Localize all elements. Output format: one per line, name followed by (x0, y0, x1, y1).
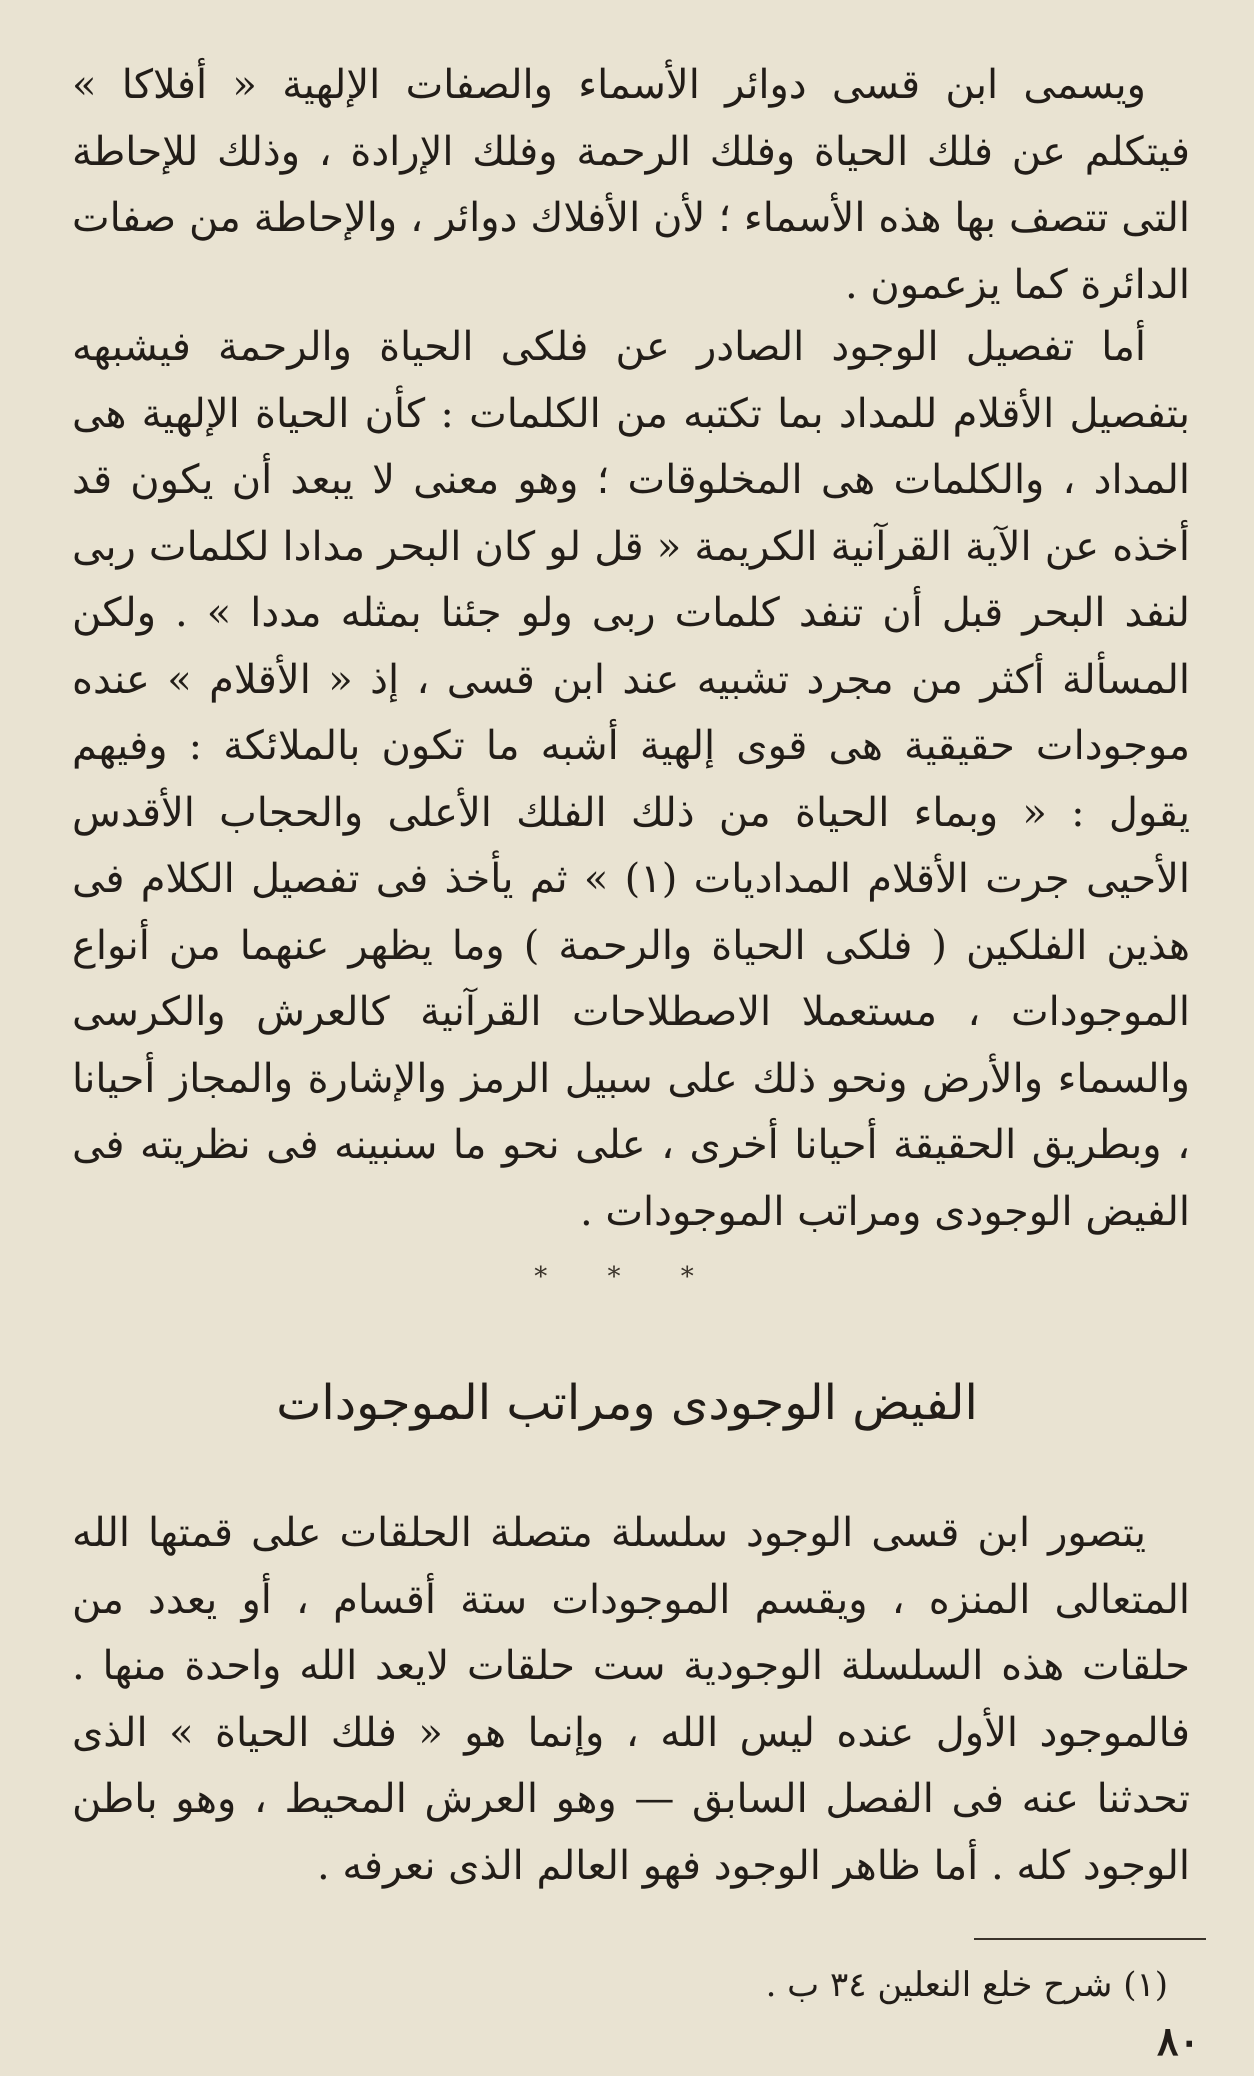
footnote-divider (974, 1938, 1206, 1940)
paragraph: ويسمى ابن قسى دوائر الأسماء والصفات الإلهية « أفلاكا » فيتكلم عن فلك الحياة وفلك الرحمة وفلك الإرادة ، وذلك للإحاطة التى تتصف بها هذه الأسماء ؛ لأن الأفلاك دوائر ، والإحاطة من صفات الدائرة كما يزعمون . (72, 62, 1190, 308)
paragraph: أما تفصيل الوجود الصادر عن فلكى الحياة والرحمة فيشبهه بتفصيل الأقلام للمداد بما تكتبه من الكلمات : كأن الحياة الإلهية هى المداد ، والكلمات هى المخلوقات ؛ وهو معنى لا يبعد أن يكون قد أخذه عن الآية القرآنية الكريمة « قل لو كان البحر مدادا لكلمات ربى لنفد البحر قبل أن تنفد كلمات ربى ولو جئنا بمثله مددا » . ولكن المسألة أكثر من مجرد تشبيه عند ابن قسى ، إذ « الأقلام » عنده موجودات حقيقية هى قوى إلهية أشبه ما تكون بالملائكة : وفيهم يقول : « وبماء الحياة من ذلك الفلك الأعلى والحجاب الأقدس الأحيى جرت الأقلام المداديات (١) » ثم يأخذ فى تفصيل الكلام فى هذين الفلكين ( فلكى الحياة والرحمة ) وما يظهر عنهما من أنواع الموجودات ، مستعملا الاصطلاحات القرآنية كالعرش والكرسى والسماء والأرض ونحو ذلك على سبيل الرمز والإشارة والمجاز أحيانا ، وبطريق الحقيقة أحيانا أخرى ، على نحو ما سنبينه فى نظريته فى الفيض الوجودى ومراتب الموجودات . (72, 324, 1191, 1235)
footnote: (١) شرح خلع النعلين ٣٤ ب . (765, 1965, 1168, 2005)
paragraph-block-1 (72, 52, 1190, 318)
paragraph: يتصور ابن قسى الوجود سلسلة متصلة الحلقات على قمتها الله المتعالى المنزه ، ويقسم الموجودات ستة أقسام ، أو يعدد من حلقات هذه السلسلة الوجودية ست حلقات لايعد الله واحدة منها . فالموجود الأول عنده ليس الله ، وإنما هو « فلك الحياة » الذى تحدثنا عنه فى الفصل السابق — وهو العرش المحيط ، وهو باطن الوجود كله . أما ظاهر الوجود فهو العالم الذى نعرفه . (72, 1510, 1190, 1889)
paragraph-block-2 (72, 314, 1190, 1245)
section-separator: * * * (534, 1262, 720, 1292)
paragraph-block-3 (72, 1500, 1190, 1899)
page-number: ٨٠ (1157, 2018, 1200, 2065)
section-title: الفيض الوجودى ومراتب الموجودات (276, 1375, 978, 1431)
